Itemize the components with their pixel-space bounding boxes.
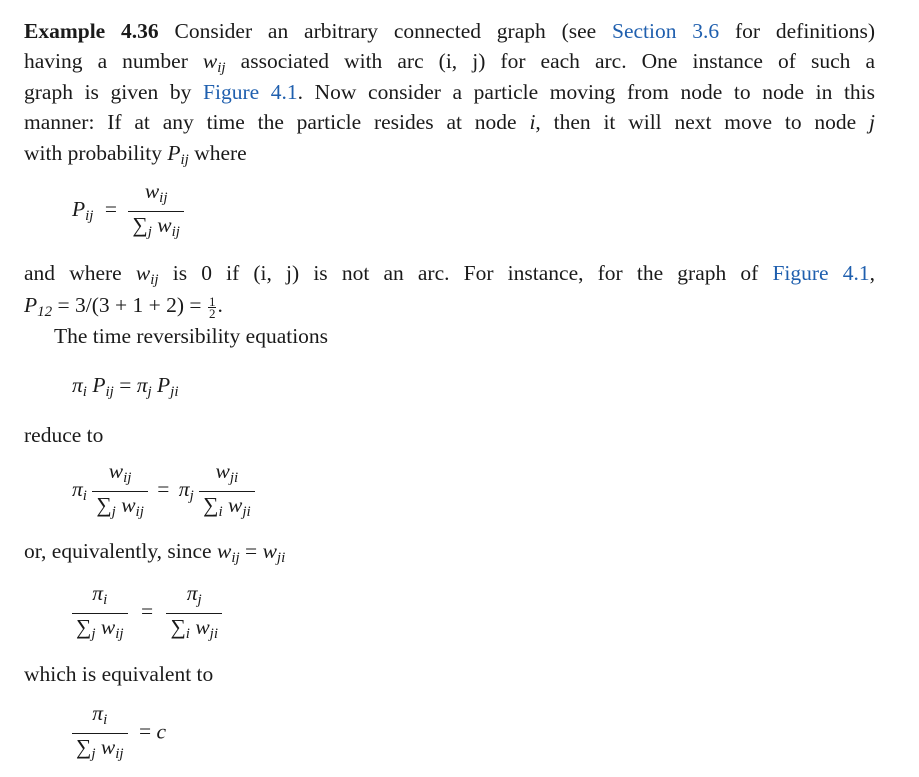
which-is-equivalent-text: which is equivalent to: [24, 662, 214, 686]
eq4-right-fraction: $\frac{\pi_j}{\sum_i w_{ji}}$: [166, 580, 222, 647]
para1-line4: [24, 107, 875, 137]
eq3-right-fraction: $\frac{w_{ji}}{\sum_i w_{ji}}$: [199, 458, 255, 525]
eq1-denominator: $\sum_j$ $w_{ij}$: [132, 213, 180, 240]
para1-line2-text-a: having a number: [24, 49, 188, 73]
para1-line1: [24, 16, 875, 46]
equation-reduced: $\pi_i$ $\frac{w_{ij}}{\sum_j w_{ij}}$ = $\pi_j$ $\frac{w_{ji}}{\sum_i w_{ji}}$: [72, 458, 255, 525]
w-ij-symbol: $w_{ij}$: [202, 49, 226, 76]
equation-constant: $\frac{\pi_i}{\sum_j w_{ij}}$ = c: [72, 700, 166, 767]
p12-value: = 3/(3 + 1 + 2) =: [57, 293, 207, 317]
symmetry-relation: $w_{ij} = w_{ji}$: [216, 539, 286, 566]
para1-line5-text-b: where: [194, 141, 247, 165]
equation-transition-prob: $P_{ij}$ = $\frac{w_{ij}}{\sum_j w_{ij}}$: [72, 178, 184, 245]
para1-line3: [24, 77, 875, 107]
para2-line1-text-b: is 0 if (i, j) is not an arc. For instance, for the graph of: [172, 261, 759, 285]
para1-line1-text-b: for definitions): [735, 19, 876, 43]
p12-expression: $P_{12}$: [24, 293, 53, 320]
para1-line3-text-a: graph is given by: [24, 80, 192, 104]
para1-line3-text-b: . Now consider a particle moving from node to node in this: [297, 80, 876, 104]
eq5-fraction: $\frac{\pi_i}{\sum_j w_{ij}}$: [72, 700, 128, 767]
figure-link-2[interactable]: Figure 4.1: [772, 261, 870, 285]
p-ij-symbol: $P_{ij}$: [167, 141, 189, 168]
node-i: i: [529, 110, 536, 134]
eq4-left-fraction: $\frac{\pi_i}{\sum_j w_{ij}}$: [72, 580, 128, 647]
half-den: 2: [208, 305, 216, 321]
eq3-left-fraction: $\frac{w_{ij}}{\sum_j w_{ij}}$: [92, 458, 148, 525]
eq1-fraction: [128, 178, 184, 245]
equation-equivalent: $\frac{\pi_i}{\sum_j w_{ij}}$ = $\frac{\pi_j}{\sum_i w_{ji}}$: [72, 580, 222, 647]
para2-line1-text-a: and where: [24, 261, 122, 285]
para2-line3: The time reversibility equations: [54, 324, 329, 348]
para1-line1-text-a: Consider an arbitrary connected graph (see: [174, 19, 597, 43]
w-ij-symbol-2: $w_{ij}$: [135, 261, 159, 288]
para2-comma: ,: [869, 261, 876, 285]
figure-link[interactable]: Figure 4.1: [203, 80, 298, 104]
example-label: Example 4.36: [24, 19, 159, 43]
or-text: or, equivalently, since: [24, 539, 212, 563]
eq1-numerator: $w_{ij}$: [128, 178, 184, 212]
para1-line2-text-b: associated with arc (i, j) for each arc. One instance of such a: [240, 49, 876, 73]
reduce-to-text: reduce to: [24, 423, 104, 447]
para1-line5: [24, 138, 247, 175]
para1-line4-text-a: manner: If at any time the particle resides at node: [24, 110, 517, 134]
eq1-lhs: $P_{ij}$: [72, 197, 94, 225]
half-num: 1: [208, 293, 216, 309]
para2-line2-end: .: [217, 293, 223, 317]
half-fraction: [208, 293, 217, 321]
para1-line4-text-b: , then it will next move to node: [535, 110, 857, 134]
equation-reversibility: $\pi_i$ $P_{ij} = \pi_j$ $P_{ji}$: [72, 373, 179, 400]
para1-line5-text-a: with probability: [24, 141, 162, 165]
section-link[interactable]: Section 3.6: [612, 19, 720, 43]
node-j: j: [869, 110, 876, 134]
or-equivalently-line: [24, 536, 285, 573]
